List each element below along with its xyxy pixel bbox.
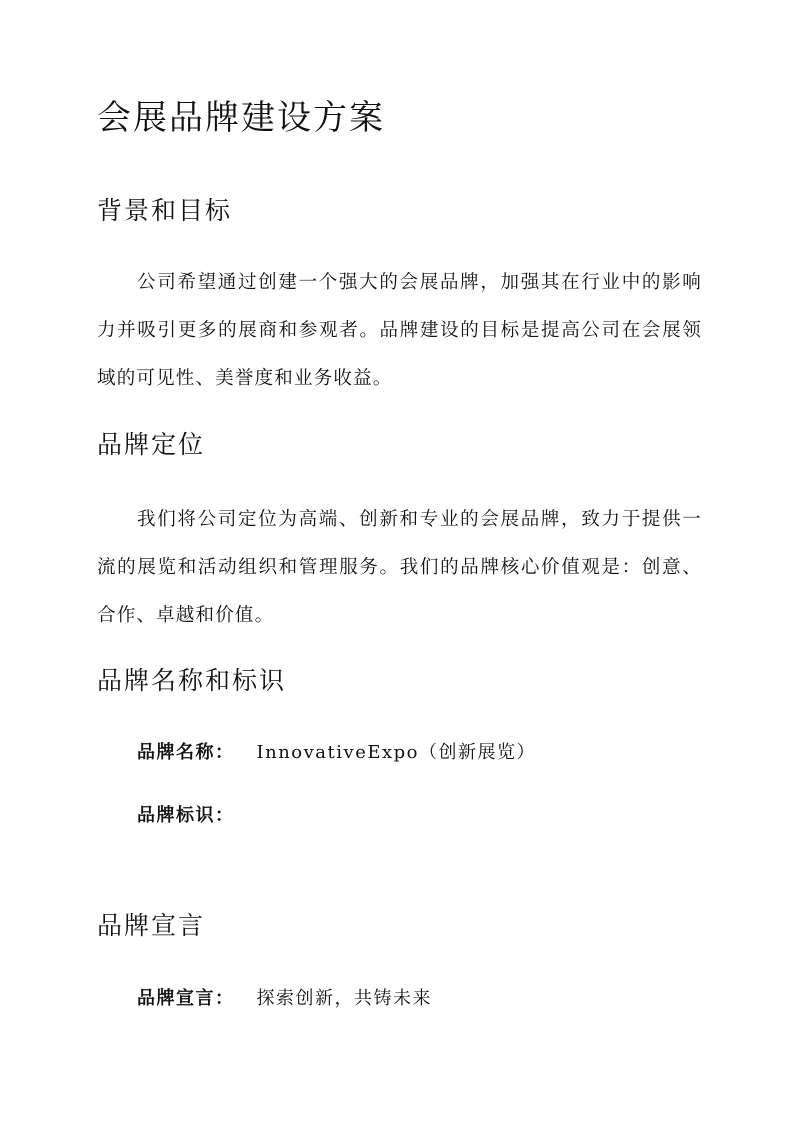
brand-slogan-label: 品牌宣言： <box>137 988 235 1009</box>
brand-logo-field <box>137 801 235 831</box>
section-heading-slogan: 品牌宣言 <box>97 911 206 940</box>
section-heading-name-and-logo: 品牌名称和标识 <box>97 666 287 695</box>
brand-name-field <box>137 738 536 768</box>
brand-name-value: InnovativeExpo（创新展览） <box>256 742 536 763</box>
document-title: 会展品牌建设方案 <box>97 98 385 138</box>
section-heading-background: 背景和目标 <box>97 196 233 225</box>
brand-slogan-field <box>137 984 432 1014</box>
paragraph-background: 公司希望通过创建一个强大的会展品牌，加强其在行业中的影响力并吸引更多的展商和参观者。品牌建设的目标是提高公司在会展领域的可见性、美誉度和业务收益。 <box>97 272 702 389</box>
brand-slogan-value: 探索创新，共铸未来 <box>256 988 432 1009</box>
paragraph-positioning: 我们将公司定位为高端、创新和专业的会展品牌，致力于提供一流的展览和活动组织和管理服务。我们的品牌核心价值观是：创意、合作、卓越和价值。 <box>97 509 702 626</box>
brand-logo-label: 品牌标识： <box>137 805 235 826</box>
brand-logo-placeholder <box>240 800 360 834</box>
brand-name-label: 品牌名称： <box>137 742 235 763</box>
section-heading-positioning: 品牌定位 <box>97 430 206 459</box>
